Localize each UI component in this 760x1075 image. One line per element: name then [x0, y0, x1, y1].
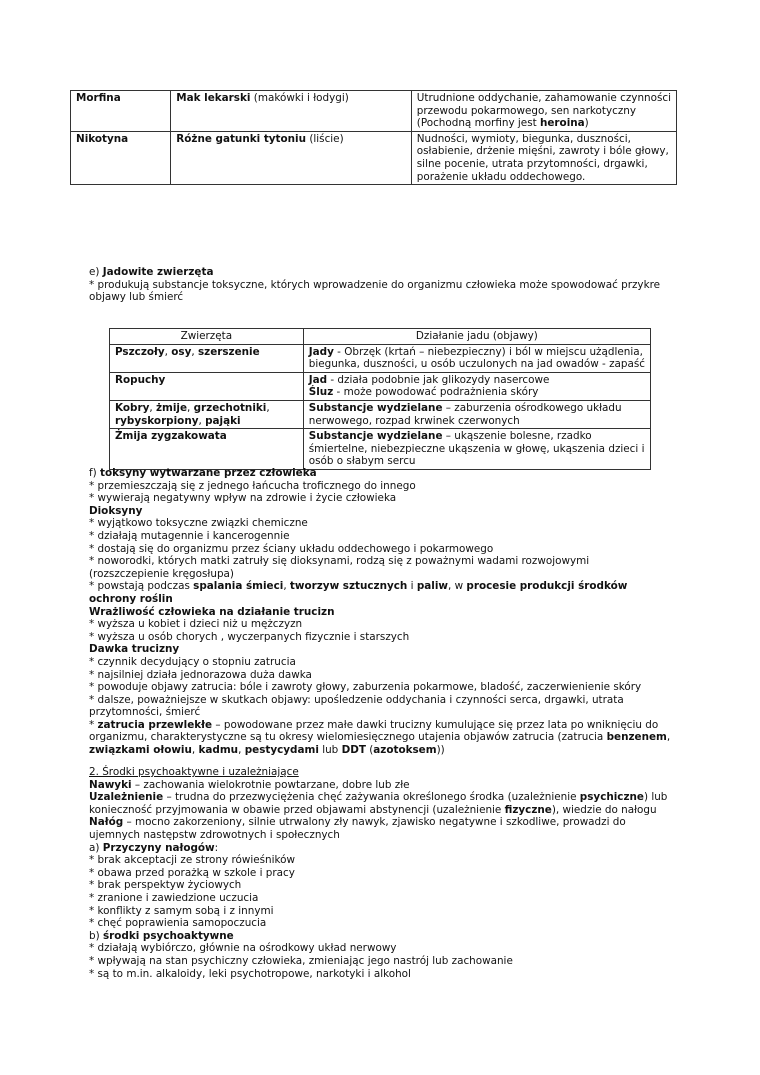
- separator: ,: [191, 345, 198, 358]
- text-line: [89, 816, 699, 829]
- effects-line: osłabienie, drżenie mięśni, zawroty i bóle głowy,: [416, 145, 669, 158]
- effect-line: [309, 386, 645, 399]
- bold-run: związkami ołowiu: [89, 744, 192, 757]
- text-run: ,: [238, 744, 245, 757]
- animal-name: Żmija zygzakowata: [115, 430, 227, 443]
- poison-plants-table: [70, 90, 677, 185]
- bullet-line: (rozszczepienie kręgosłupa): [89, 567, 234, 580]
- bold-run: spalania śmieci: [193, 580, 284, 593]
- bullet-line: * wpływają na stan psychiczny człowieka, zmieniając jego nastrój lub zachowanie: [89, 954, 513, 967]
- text-line: * produkują substancje toksyczne, których wprowadzenie do organizmu człowieka może spowodować przykre: [89, 278, 661, 291]
- table-row: [110, 429, 651, 470]
- text-run: ,: [191, 744, 199, 757]
- animal-name: żmije: [155, 401, 187, 414]
- animal-cell: [110, 372, 304, 400]
- effect-line: [309, 374, 645, 387]
- effects-line: Utrudnione oddychanie, zahamowanie czynności: [416, 92, 671, 104]
- text-run: i: [407, 580, 417, 593]
- text-line: objawy lub śmierć: [89, 291, 184, 304]
- effect-term: Substancje wydzielane: [308, 401, 443, 414]
- animal-name: szerszenie: [197, 345, 260, 358]
- bullet-line: * przemieszczają się z jednego łańcucha troficznego do innego: [89, 479, 416, 492]
- text-run: ) lub: [643, 791, 668, 804]
- effects-line: przewodu pokarmowego, sen narkotyczny: [416, 104, 637, 117]
- bullet-line: [89, 580, 689, 593]
- section-heading: [89, 266, 689, 279]
- effect-line: nerwowego, rozpad krwinek czerwonych: [308, 414, 520, 427]
- bold-run: paliw: [416, 580, 448, 593]
- effect-line: osób o słabym sercu: [308, 455, 416, 468]
- animal-name: osy: [171, 345, 192, 358]
- text-line: [89, 791, 699, 804]
- section-heading: [89, 467, 689, 480]
- effects-text: ): [584, 117, 589, 130]
- bullet-line: * brak perspektyw życiowych: [89, 879, 242, 892]
- bullet-line: * noworodki, których matki zatruły się dioksynami, rodzą się z poważnymi wadami rozwojowymi: [89, 555, 590, 568]
- subheading-causes: [89, 842, 699, 855]
- bullet-line: * wyższa u kobiet i dzieci niż u mężczyzn: [89, 618, 303, 631]
- animal-line: [115, 415, 298, 428]
- text-run: – zachowania wielokrotnie powtarzane, dobre lub złe: [131, 778, 410, 791]
- effect-text: – ukąszenie bolesne, rzadko: [442, 430, 592, 443]
- text-run: ), wiedzie do nałogu: [551, 803, 657, 816]
- bold-run: psychiczne: [579, 791, 644, 804]
- effects-line: Nudności, wymioty, biegunka, duszności,: [416, 132, 631, 145]
- animal-cell: [110, 429, 304, 470]
- subheading-dose: Dawka trucizny: [89, 643, 180, 656]
- bold-run: azotoksem: [373, 744, 437, 757]
- text-run: *: [89, 718, 98, 731]
- table-row: [71, 91, 677, 132]
- bold-run: tworzyw sztucznych: [289, 580, 408, 593]
- venomous-animals-table: [109, 328, 651, 470]
- bullet-line: [89, 719, 689, 732]
- separator: ,: [198, 414, 206, 427]
- animal-name: Ropuchy: [115, 373, 166, 386]
- animal-line: [115, 402, 298, 415]
- effects-line: porażenie układu oddechowego.: [416, 170, 586, 183]
- section-heading: 2. Środki psychoaktywne i uzależniające: [89, 766, 299, 778]
- text-run: (: [365, 744, 374, 757]
- source-plant: Różne gatunki tytoniu: [176, 132, 307, 145]
- subheading-sensitivity: Wrażliwość człowieka na działanie trucizn: [89, 605, 335, 618]
- substance-effects: [411, 131, 676, 184]
- heading-text: toksyny wytwarzane przez człowieka: [100, 467, 317, 479]
- effect-cell: [303, 429, 650, 470]
- bullet-line: * zranione i zawiedzione uczucia: [89, 891, 259, 904]
- animal-cell: [110, 344, 304, 372]
- effect-term: Jady: [308, 345, 334, 358]
- heading-prefix: f): [89, 467, 101, 479]
- separator: ,: [266, 401, 270, 414]
- effect-line: [309, 402, 645, 415]
- animal-cell: [110, 400, 304, 428]
- bullet-line: * powoduje objawy zatrucia: bóle i zawroty głowy, zaburzenia pokarmowe, bladość, zaczerwienienie skóry: [89, 681, 642, 694]
- text-run: a): [89, 841, 103, 854]
- effect-text: - Obrzęk (krtań – niebezpieczny) i ból w miejscu użądlenia,: [333, 345, 643, 358]
- substance-source: [171, 91, 412, 132]
- effect-term: Substancje wydzielane: [308, 430, 443, 443]
- bold-run: Przyczyny nałogów: [102, 841, 215, 854]
- bullet-line: * brak akceptacji ze strony rówieśników: [89, 854, 296, 867]
- text-run: ,: [283, 580, 290, 593]
- effect-cell: [303, 400, 650, 428]
- effect-text: – zaburzenia ośrodkowego układu: [442, 401, 622, 414]
- effects-line: silne pocenie, utrata przytomności, drgawki,: [416, 157, 648, 170]
- animal-name: rybyskorpiony: [115, 414, 199, 427]
- effect-term: Śluz: [308, 386, 334, 399]
- table-row: [110, 400, 651, 428]
- separator: ,: [149, 401, 156, 414]
- effect-term: Jad: [308, 373, 328, 386]
- bold-run: kadmu: [198, 744, 239, 757]
- effect-line: [309, 346, 645, 359]
- text-run: )): [436, 744, 445, 757]
- bullet-line: * są to m.in. alkaloidy, leki psychotropowe, narkotyki i alkohol: [89, 967, 411, 980]
- substance-name: Nikotyna: [71, 131, 171, 184]
- text-line: ujemnych następstw zdrowotnych i społecznych: [89, 828, 340, 841]
- table-row: [71, 131, 677, 184]
- text-run: , w: [448, 580, 467, 593]
- bold-run: pestycydami: [244, 744, 319, 757]
- bullet-line: * wyjątkowo toksyczne związki chemiczne: [89, 517, 308, 530]
- bold-run: procesie produkcji środków: [466, 580, 628, 593]
- effect-line: biegunka, duszności, u osób uczulonych na jad owadów - zapaść: [308, 358, 645, 371]
- substance-name: Morfina: [71, 91, 171, 132]
- effect-cell: [303, 372, 650, 400]
- subheading-dioxins: Dioksyny: [89, 504, 143, 517]
- effect-text: - może powodować podrażnienia skóry: [333, 386, 539, 399]
- bold-run: środki psychoaktywne: [102, 929, 234, 942]
- text-run: ,: [666, 731, 671, 744]
- text-run: konieczność przyjmowania w obawie przed objawami abstynencji (uzależnienie: [89, 803, 505, 816]
- text-run: organizmu, charakterystyczne są tu okresy wielomiesięcznego utajenia objawów zatrucia (zatrucia: [89, 731, 607, 744]
- section-psychoactive: [89, 766, 699, 980]
- bold-run: benzenem: [606, 731, 667, 744]
- section-human-toxins: [89, 467, 689, 757]
- text-run: * powstają podczas: [89, 580, 194, 593]
- bullet-line: * najsilniej działa jednorazowa duża dawka: [89, 668, 312, 681]
- text-line: [89, 779, 699, 792]
- bullet-line: przytomności, śmierć: [89, 706, 201, 719]
- effect-line: [309, 430, 645, 443]
- section-venomous-animals: [89, 266, 689, 304]
- bullet-line: * konflikty z samym sobą i z innymi: [89, 904, 274, 917]
- text-run: :: [214, 841, 219, 854]
- bold-run: DDT: [341, 744, 366, 757]
- animal-name: Pszczoły: [115, 345, 165, 358]
- table-row: [110, 344, 651, 372]
- animal-name: Kobry: [115, 401, 150, 414]
- substance-source: [171, 131, 412, 184]
- subheading-psychoactive: [89, 930, 699, 943]
- heading-prefix: e): [89, 266, 103, 278]
- bold-run: Nałóg: [89, 816, 124, 829]
- bullet-line: * działają mutagennie i kancerogennie: [89, 529, 290, 542]
- substance-effects: [411, 91, 676, 132]
- animal-name: pająki: [205, 414, 241, 427]
- bullet-line: * obawa przed porażką w szkole i pracy: [89, 866, 295, 879]
- bullet-line: * dostają się do organizmu przez ściany układu oddechowego i pokarmowego: [89, 542, 494, 555]
- bold-run: Nawyki: [89, 778, 132, 791]
- text-run: – mocno zakorzeniony, silnie utrwalony zły nawyk, zjawisko negatywne i szkodliwe, prowadzi do: [123, 816, 626, 829]
- column-header: Działanie jadu (objawy): [303, 329, 650, 345]
- effect-text: - działa podobnie jak glikozydy nasercowe: [327, 373, 550, 386]
- bullet-line: * wywierają negatywny wpływ na zdrowie i życie człowieka: [89, 492, 397, 505]
- bold-run: Uzależnienie: [89, 791, 164, 804]
- bold-run: zatrucia przewlekłe: [97, 718, 213, 731]
- text-run: b): [89, 929, 103, 942]
- column-header: Zwierzęta: [110, 329, 304, 345]
- bullet-line: * dalsze, poważniejsze w skutkach objawy: upośledzenie oddychania i czynności serca, drgawki, utrata: [89, 693, 624, 706]
- effects-bold: heroina: [539, 117, 585, 130]
- bullet-line: * czynnik decydujący o stopniu zatrucia: [89, 655, 296, 668]
- text-line: [89, 804, 699, 817]
- separator: ,: [187, 401, 194, 414]
- source-part: (makówki i łodygi): [250, 92, 349, 104]
- bullet-line: * chęć poprawienia samopoczucia: [89, 917, 267, 930]
- effect-line: śmiertelne, niebezpieczne ukąszenia w głowę, ukąszenia dzieci i: [308, 442, 645, 455]
- text-run: – trudna do przezwyciężenia chęć zażywania określonego środka (uzależnienie: [163, 791, 580, 804]
- bold-run: fizyczne: [504, 803, 552, 816]
- animal-name: grzechotniki: [193, 401, 267, 414]
- table-header-row: [110, 329, 651, 345]
- effects-line: [417, 117, 671, 130]
- bullet-line: [89, 744, 689, 757]
- source-plant: Mak lekarski: [176, 92, 251, 104]
- table-row: [110, 372, 651, 400]
- separator: ,: [164, 345, 172, 358]
- text-run: lub: [318, 744, 342, 757]
- text-run: – powodowane przez małe dawki trucizny kumulujące się przez lata po wniknięciu do: [212, 718, 659, 731]
- bullet-line: * wyższa u osób chorych , wyczerpanych fizycznie i starszych: [89, 630, 410, 643]
- bullet-line: * działają wybiórczo, głównie na ośrodkowy układ nerwowy: [89, 942, 397, 955]
- source-part: (liście): [306, 132, 344, 145]
- bullet-line: ochrony roślin: [89, 592, 173, 605]
- heading-text: Jadowite zwierzęta: [102, 266, 214, 278]
- bullet-line: [89, 731, 689, 744]
- effects-text: (Pochodną morfiny jest: [416, 117, 540, 130]
- effect-cell: [303, 344, 650, 372]
